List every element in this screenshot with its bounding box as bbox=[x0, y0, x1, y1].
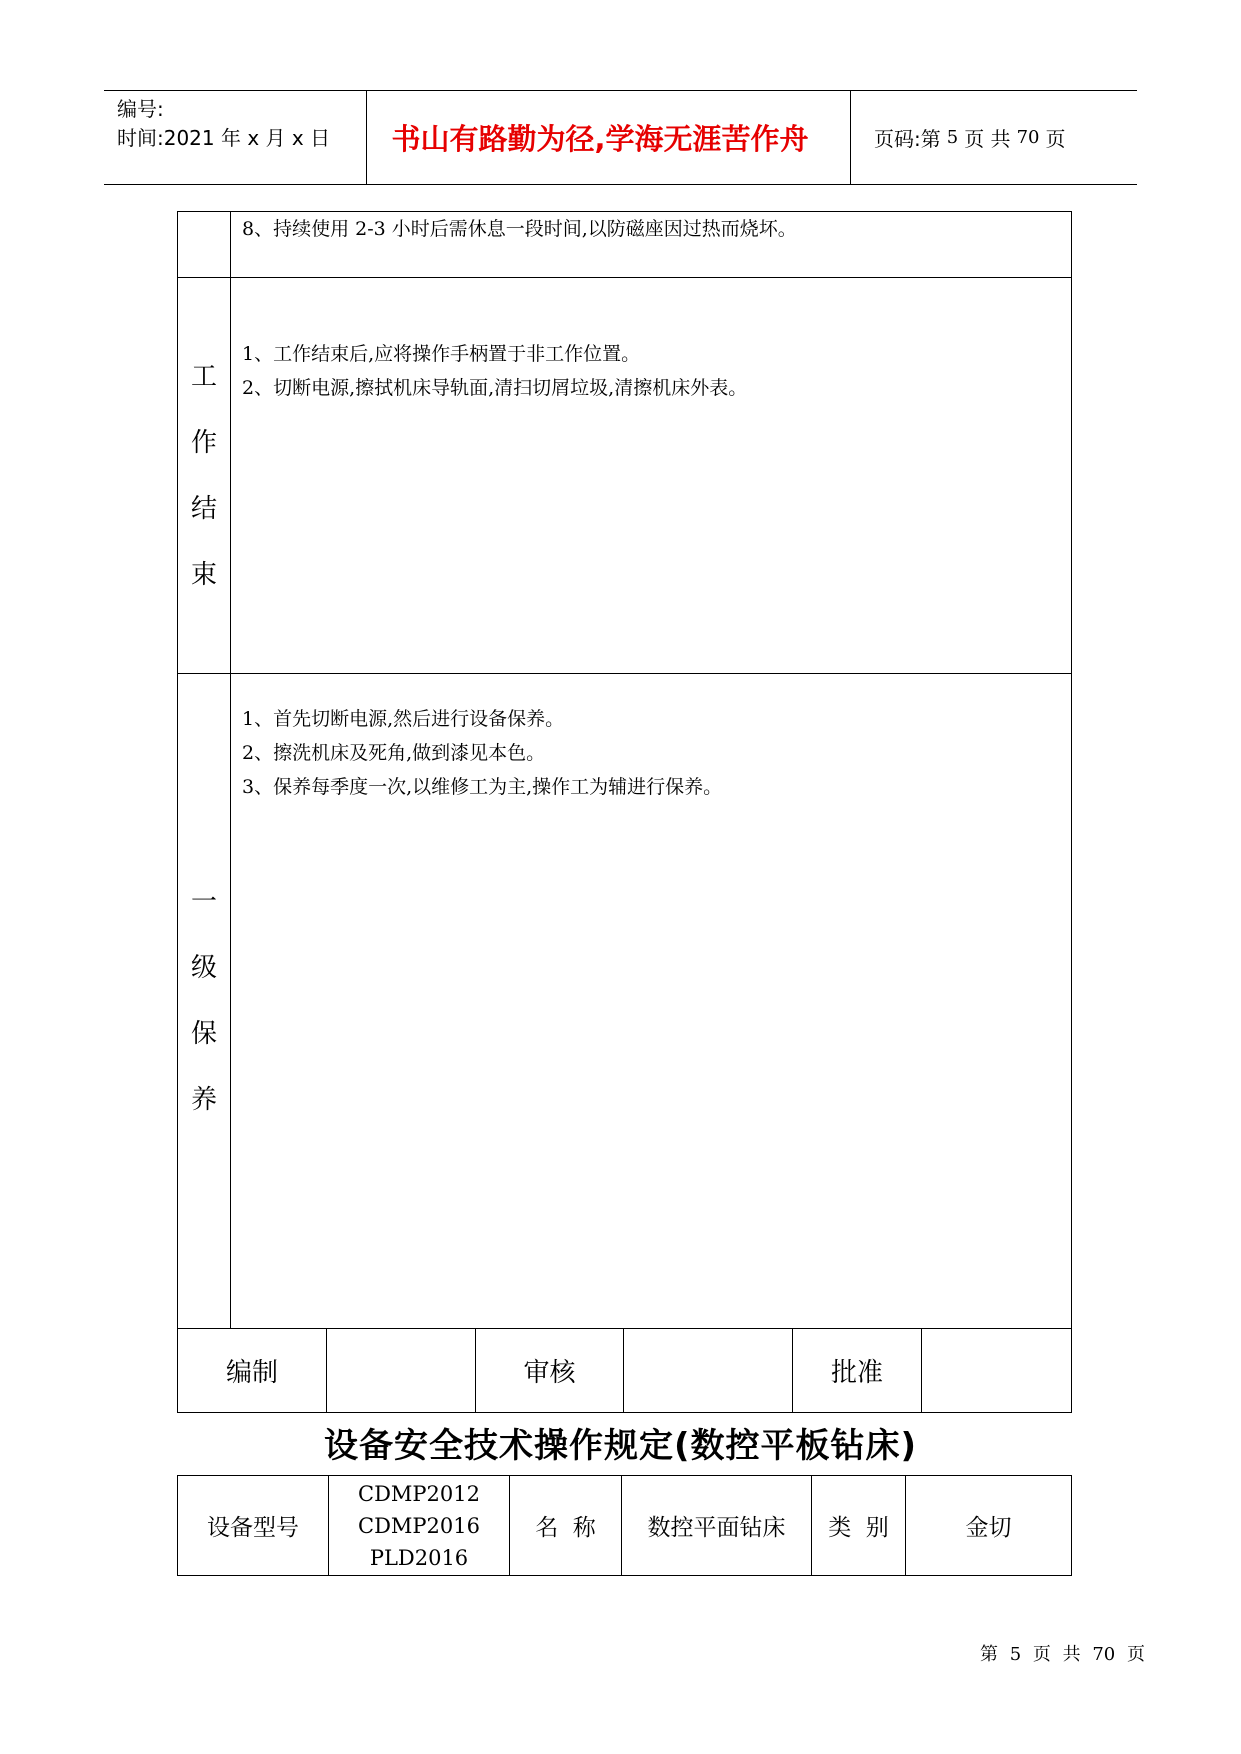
signoff-table bbox=[177, 1328, 1072, 1413]
label-char: 束 bbox=[190, 559, 217, 590]
list-item: 1、工作结束后,应将操作手柄置于非工作位置。 bbox=[242, 343, 641, 365]
page-header bbox=[104, 90, 1137, 185]
list-item: 2、擦洗机床及死角,做到漆见本色。 bbox=[242, 742, 546, 764]
label-char: 一 bbox=[190, 887, 217, 917]
model-value: CDMP2016 bbox=[358, 1513, 480, 1538]
compile-signature-field[interactable] bbox=[327, 1329, 476, 1413]
page-footer: 第 5 页 共 70 页 bbox=[980, 1644, 1145, 1665]
procedure-table bbox=[177, 211, 1072, 1329]
page-suffix: 页 bbox=[1045, 127, 1066, 151]
name-label: 名 称 bbox=[510, 1476, 622, 1576]
work-end-label bbox=[178, 278, 231, 674]
label-char: 结 bbox=[190, 493, 217, 524]
label-char: 作 bbox=[190, 427, 217, 458]
label-char: 级 bbox=[190, 953, 217, 983]
name-value: 数控平面钻床 bbox=[622, 1476, 812, 1576]
maintenance-content bbox=[231, 674, 1072, 1329]
list-item: 8、持续使用 2-3 小时后需休息一段时间,以防磁座因过热而烧坏。 bbox=[242, 218, 797, 240]
section-title: 设备安全技术操作规定(数控平板钻床) bbox=[323, 1426, 918, 1466]
header-page-info bbox=[874, 91, 1065, 184]
review-signature-field[interactable] bbox=[624, 1329, 793, 1413]
label-char: 养 bbox=[190, 1085, 217, 1115]
compile-label: 编制 bbox=[178, 1329, 327, 1413]
empty-label-cell bbox=[178, 212, 231, 278]
table-row bbox=[178, 212, 1072, 278]
list-item: 2、切断电源,擦拭机床导轨面,清扫切屑垃圾,清擦机床外表。 bbox=[242, 377, 748, 399]
page-prefix: 页码:第 bbox=[874, 127, 941, 151]
model-values bbox=[329, 1476, 510, 1576]
category-label: 类 别 bbox=[812, 1476, 906, 1576]
review-label: 审核 bbox=[476, 1329, 624, 1413]
model-value: PLD2016 bbox=[369, 1545, 469, 1570]
list-item: 3、保养每季度一次,以维修工为主,操作工为辅进行保养。 bbox=[242, 776, 723, 798]
approve-label: 批准 bbox=[793, 1329, 922, 1413]
list-item: 1、首先切断电源,然后进行设备保养。 bbox=[242, 708, 565, 730]
equipment-table bbox=[177, 1475, 1072, 1576]
table-row bbox=[178, 278, 1072, 674]
model-label: 设备型号 bbox=[178, 1476, 329, 1576]
table-row bbox=[178, 674, 1072, 1329]
header-divider bbox=[850, 91, 851, 184]
approve-signature-field[interactable] bbox=[922, 1329, 1072, 1413]
page-mid: 页 共 bbox=[964, 127, 1011, 151]
work-end-content bbox=[231, 278, 1072, 674]
header-info bbox=[117, 95, 330, 153]
label-char: 工 bbox=[190, 361, 217, 392]
maintenance-label bbox=[178, 674, 231, 1329]
motto: 书山有路勤为径,学海无涯苦作舟 bbox=[391, 122, 809, 156]
label-char: 保 bbox=[190, 1019, 217, 1049]
time-label: 时间:2021 年 x 月 x 日 bbox=[117, 126, 331, 150]
number-label: 编号: bbox=[117, 97, 164, 121]
signoff-row bbox=[178, 1329, 1072, 1413]
model-value: CDMP2012 bbox=[358, 1481, 480, 1506]
category-value: 金切 bbox=[906, 1476, 1072, 1576]
equipment-row bbox=[178, 1476, 1072, 1576]
total-pages: 70 bbox=[1016, 127, 1040, 148]
page-number: 5 bbox=[946, 127, 959, 148]
continued-content bbox=[231, 212, 1072, 278]
